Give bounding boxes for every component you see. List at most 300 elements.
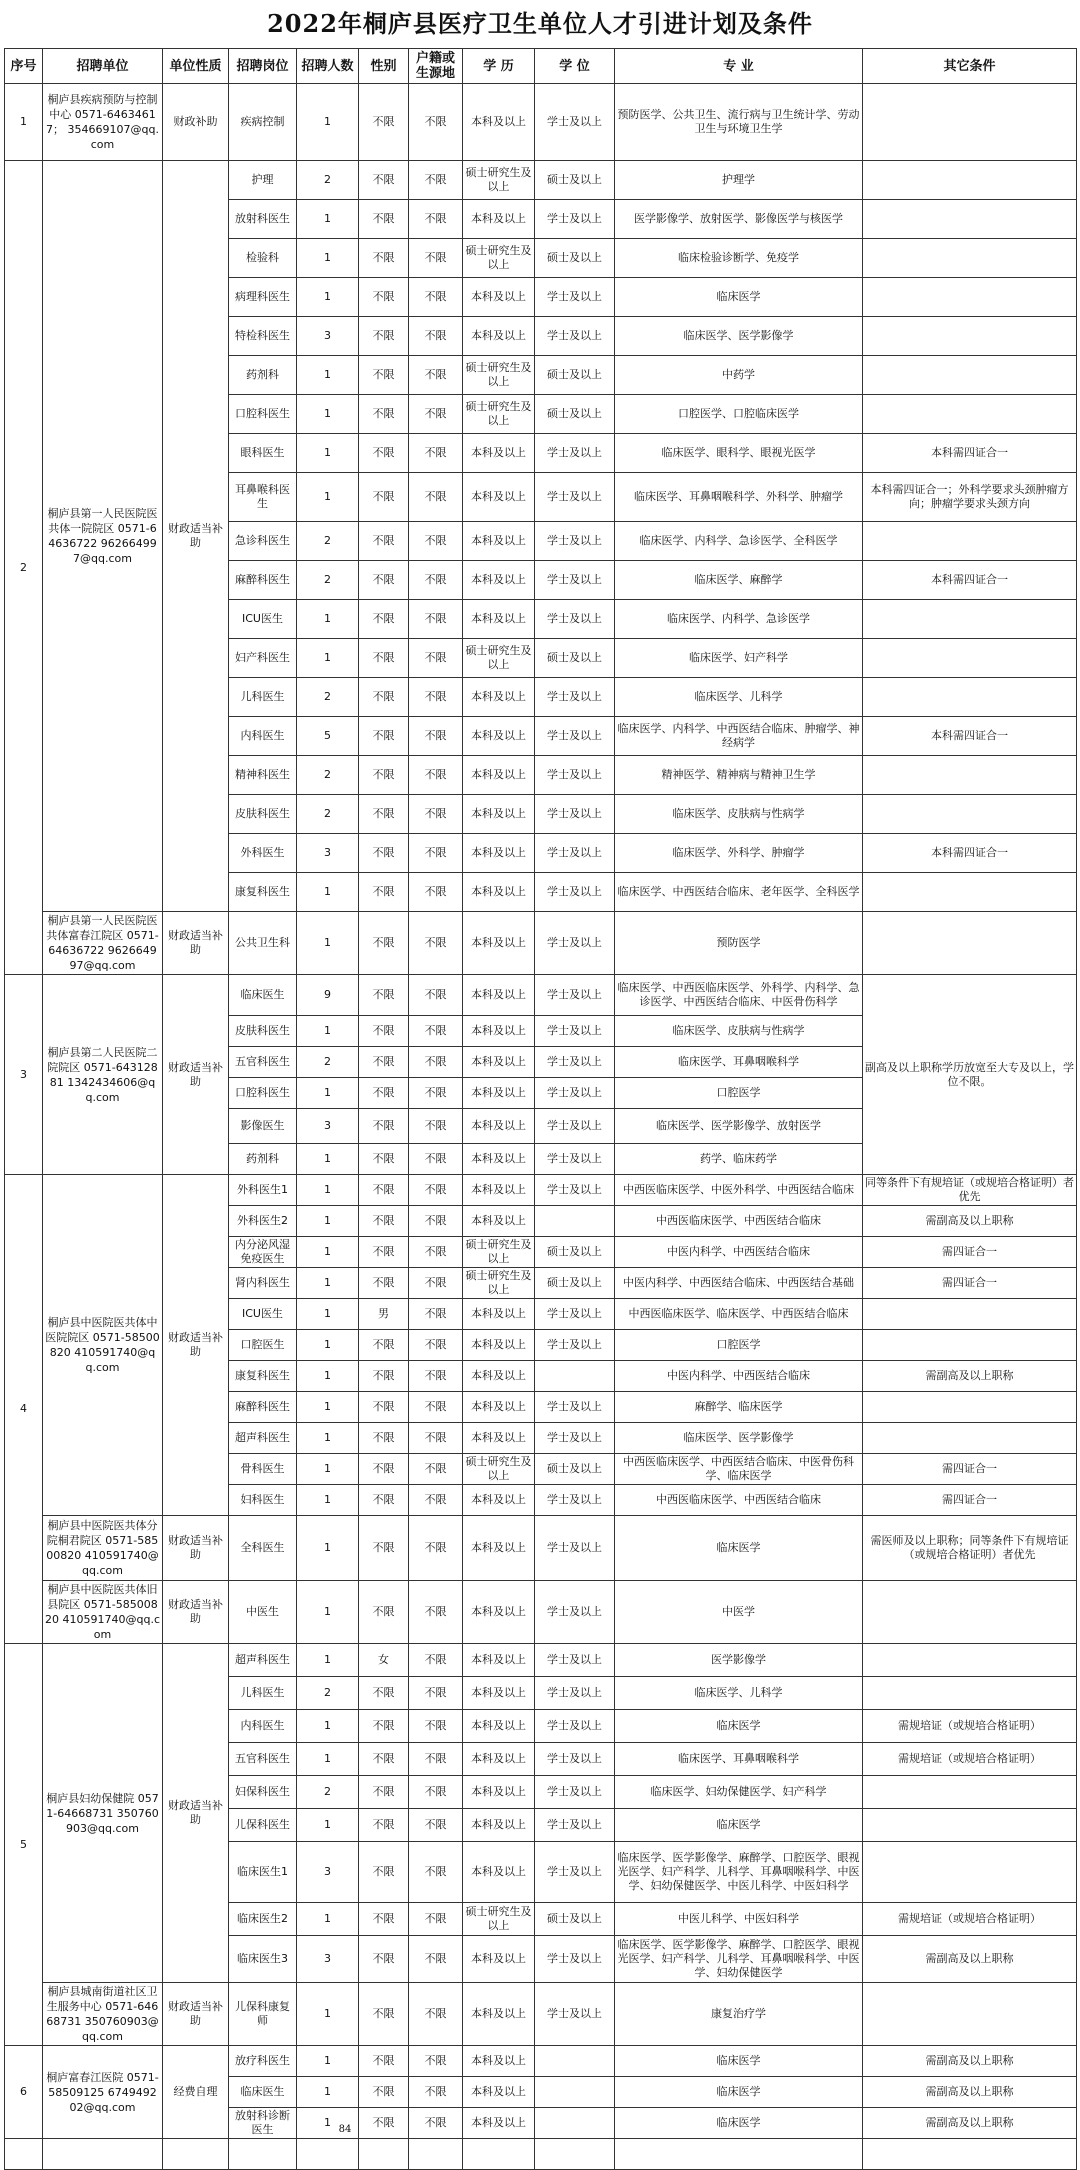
major-cell: 临床医学、中西医临床医学、外科学、内科学、急诊医学、中西医结合临床、中医骨伤科学	[615, 975, 863, 1016]
education-cell: 本科及以上	[463, 600, 535, 639]
nature-cell: 财政适当补助	[163, 1581, 229, 1644]
unit-cell: 桐庐县第一人民医院医共体一院院区 0571-64636722 962664997@qq.com	[43, 161, 163, 912]
education-cell: 本科及以上	[463, 1423, 535, 1454]
count-cell: 1	[297, 1644, 359, 1677]
count-cell: 1	[297, 1144, 359, 1175]
other-conditions-cell	[863, 639, 1077, 678]
unit-cell: 桐庐县中医院医共体中医院院区 0571-58500820 410591740@qq.com	[43, 1175, 163, 1516]
unit-cell: 桐庐县第二人民医院二院院区 0571-64312881 1342434606@qq.com	[43, 975, 163, 1175]
hukou-cell: 不限	[409, 2077, 463, 2108]
gender-cell: 不限	[359, 1983, 409, 2046]
count-cell: 1	[297, 1016, 359, 1047]
nature-cell: 财政适当补助	[163, 1516, 229, 1581]
other-conditions-cell: 本科需四证合一	[863, 717, 1077, 756]
gender-cell: 不限	[359, 161, 409, 200]
header-row	[5, 49, 1077, 84]
count-cell: 1	[297, 600, 359, 639]
major-cell: 医学影像学、放射医学、影像医学与核医学	[615, 200, 863, 239]
gender-cell: 不限	[359, 1078, 409, 1109]
education-cell: 本科及以上	[463, 522, 535, 561]
hukou-cell: 不限	[409, 1743, 463, 1776]
count-cell: 2	[297, 561, 359, 600]
hukou-cell: 不限	[409, 600, 463, 639]
education-cell: 硕士研究生及以上	[463, 1903, 535, 1936]
header-cell: 单位性质	[163, 49, 229, 84]
degree-cell: 学士及以上	[535, 795, 615, 834]
count-cell: 1	[297, 1485, 359, 1516]
other-conditions-cell: 需规培证（或规培合格证明）	[863, 1710, 1077, 1743]
education-cell: 硕士研究生及以上	[463, 161, 535, 200]
seq-cell: 1	[5, 84, 43, 161]
gender-cell: 不限	[359, 1423, 409, 1454]
education-cell: 硕士研究生及以上	[463, 1454, 535, 1485]
nature-cell: 财政适当补助	[163, 912, 229, 975]
education-cell: 本科及以上	[463, 678, 535, 717]
hukou-cell: 不限	[409, 912, 463, 975]
hukou-cell: 不限	[409, 1361, 463, 1392]
education-cell: 本科及以上	[463, 1078, 535, 1109]
seq-cell: 6	[5, 2046, 43, 2139]
hukou-cell: 不限	[409, 1936, 463, 1983]
hukou-cell: 不限	[409, 1299, 463, 1330]
other-conditions-cell	[863, 873, 1077, 912]
degree-cell: 学士及以上	[535, 1581, 615, 1644]
count-cell: 3	[297, 1109, 359, 1144]
other-conditions-cell: 需副高及以上职称	[863, 2046, 1077, 2077]
count-cell: 1	[297, 1175, 359, 1206]
major-cell: 中西医临床医学、中西医结合临床	[615, 1485, 863, 1516]
count-cell: 1	[297, 1903, 359, 1936]
table-row	[5, 161, 1077, 200]
hukou-cell: 不限	[409, 1903, 463, 1936]
gender-cell: 不限	[359, 873, 409, 912]
gender-cell: 不限	[359, 1936, 409, 1983]
other-conditions-cell	[863, 1677, 1077, 1710]
education-cell: 本科及以上	[463, 1743, 535, 1776]
unit-cell: 桐庐县妇幼保健院 0571-64668731 350760903@qq.com	[43, 1644, 163, 1983]
nature-cell: 财政适当补助	[163, 975, 229, 1175]
education-cell: 硕士研究生及以上	[463, 639, 535, 678]
post-cell: 耳鼻喉科医生	[229, 473, 297, 522]
major-cell: 临床检验诊断学、免疫学	[615, 239, 863, 278]
other-conditions-cell: 本科需四证合一；外科学要求头颈肿瘤方向；肿瘤学要求头颈方向	[863, 473, 1077, 522]
count-cell: 1	[297, 1743, 359, 1776]
post-cell: ICU医生	[229, 600, 297, 639]
hukou-cell: 不限	[409, 1392, 463, 1423]
gender-cell: 不限	[359, 473, 409, 522]
gender-cell: 不限	[359, 278, 409, 317]
hukou-cell: 不限	[409, 1983, 463, 2046]
major-cell: 护理学	[615, 161, 863, 200]
blank-row	[5, 2139, 1077, 2170]
hukou-cell: 不限	[409, 1109, 463, 1144]
hukou-cell: 不限	[409, 522, 463, 561]
gender-cell: 不限	[359, 1903, 409, 1936]
major-cell: 临床医学、皮肤病与性病学	[615, 1016, 863, 1047]
gender-cell: 不限	[359, 434, 409, 473]
degree-cell: 学士及以上	[535, 1299, 615, 1330]
degree-cell: 硕士及以上	[535, 395, 615, 434]
major-cell: 临床医学	[615, 1516, 863, 1581]
education-cell: 本科及以上	[463, 1776, 535, 1809]
hukou-cell: 不限	[409, 161, 463, 200]
blank-cell	[615, 2139, 863, 2170]
major-cell: 临床医学、儿科学	[615, 678, 863, 717]
post-cell: 妇科医生	[229, 1485, 297, 1516]
degree-cell: 学士及以上	[535, 1936, 615, 1983]
education-cell: 硕士研究生及以上	[463, 356, 535, 395]
degree-cell: 学士及以上	[535, 678, 615, 717]
degree-cell: 学士及以上	[535, 1710, 615, 1743]
major-cell: 临床医学、医学影像学	[615, 1423, 863, 1454]
count-cell: 2	[297, 795, 359, 834]
count-cell: 3	[297, 317, 359, 356]
major-cell: 临床医学	[615, 1710, 863, 1743]
count-cell: 1	[297, 639, 359, 678]
degree-cell	[535, 1206, 615, 1237]
gender-cell: 不限	[359, 200, 409, 239]
count-cell: 1	[297, 1299, 359, 1330]
gender-cell: 不限	[359, 756, 409, 795]
hukou-cell: 不限	[409, 1581, 463, 1644]
education-cell: 本科及以上	[463, 1644, 535, 1677]
other-conditions-cell: 需规培证（或规培合格证明）	[863, 1743, 1077, 1776]
page-number: 84	[338, 2124, 352, 2135]
blank-cell	[359, 2139, 409, 2170]
other-conditions-cell	[863, 1299, 1077, 1330]
post-cell: 药剂科	[229, 1144, 297, 1175]
major-cell: 临床医学、内科学、急诊医学	[615, 600, 863, 639]
post-cell: 超声科医生	[229, 1644, 297, 1677]
blank-cell	[297, 2139, 359, 2170]
major-cell: 临床医学、妇产科学	[615, 639, 863, 678]
education-cell: 本科及以上	[463, 2077, 535, 2108]
count-cell: 3	[297, 1936, 359, 1983]
post-cell: 超声科医生	[229, 1423, 297, 1454]
post-cell: 骨科医生	[229, 1454, 297, 1485]
header-cell: 学 历	[463, 49, 535, 84]
gender-cell: 不限	[359, 1206, 409, 1237]
education-cell: 本科及以上	[463, 1516, 535, 1581]
table-row	[5, 912, 1077, 975]
gender-cell: 不限	[359, 1392, 409, 1423]
degree-cell: 学士及以上	[535, 561, 615, 600]
count-cell: 1	[297, 239, 359, 278]
post-cell: 内科医生	[229, 1710, 297, 1743]
education-cell: 本科及以上	[463, 1175, 535, 1206]
count-cell: 1	[297, 434, 359, 473]
major-cell: 中西医临床医学、中西医结合临床	[615, 1206, 863, 1237]
major-cell: 中医内科学、中西医结合临床	[615, 1237, 863, 1268]
hukou-cell: 不限	[409, 561, 463, 600]
major-cell: 临床医学	[615, 2077, 863, 2108]
major-cell: 康复治疗学	[615, 1983, 863, 2046]
education-cell: 本科及以上	[463, 1710, 535, 1743]
major-cell: 临床医学、医学影像学、麻醉学、口腔医学、眼视光医学、妇产科学、儿科学、耳鼻咽喉科学、中医学、妇幼保健医学、中医儿科学、中医妇科学	[615, 1842, 863, 1903]
education-cell: 本科及以上	[463, 1809, 535, 1842]
hukou-cell: 不限	[409, 1485, 463, 1516]
major-cell: 临床医学、皮肤病与性病学	[615, 795, 863, 834]
post-cell: 五官科医生	[229, 1047, 297, 1078]
gender-cell: 不限	[359, 356, 409, 395]
hukou-cell: 不限	[409, 1842, 463, 1903]
count-cell: 1	[297, 2108, 359, 2139]
degree-cell: 学士及以上	[535, 975, 615, 1016]
major-cell: 临床医学、耳鼻咽喉科学	[615, 1047, 863, 1078]
degree-cell: 学士及以上	[535, 1175, 615, 1206]
degree-cell	[535, 1361, 615, 1392]
count-cell: 1	[297, 873, 359, 912]
hukou-cell: 不限	[409, 756, 463, 795]
post-cell: 急诊科医生	[229, 522, 297, 561]
education-cell: 本科及以上	[463, 1047, 535, 1078]
other-conditions-cell	[863, 1330, 1077, 1361]
gender-cell: 不限	[359, 600, 409, 639]
degree-cell: 硕士及以上	[535, 239, 615, 278]
education-cell: 本科及以上	[463, 1392, 535, 1423]
count-cell: 1	[297, 1361, 359, 1392]
header-cell: 户籍或生源地	[409, 49, 463, 84]
count-cell: 5	[297, 717, 359, 756]
header-cell: 招聘人数	[297, 49, 359, 84]
gender-cell: 不限	[359, 1454, 409, 1485]
major-cell: 中医学	[615, 1581, 863, 1644]
other-conditions-cell	[863, 756, 1077, 795]
gender-cell: 不限	[359, 1175, 409, 1206]
degree-cell: 学士及以上	[535, 873, 615, 912]
major-cell: 中医内科学、中西医结合临床	[615, 1361, 863, 1392]
gender-cell: 女	[359, 1644, 409, 1677]
education-cell: 本科及以上	[463, 717, 535, 756]
gender-cell: 不限	[359, 1809, 409, 1842]
post-cell: 放疗科医生	[229, 2046, 297, 2077]
other-conditions-cell	[863, 1423, 1077, 1454]
major-cell: 临床医学	[615, 2108, 863, 2139]
hukou-cell: 不限	[409, 639, 463, 678]
other-conditions-cell: 需四证合一	[863, 1237, 1077, 1268]
unit-cell: 桐庐县中医院医共体旧县院区 0571-58500820 410591740@qq.com	[43, 1581, 163, 1644]
hukou-cell: 不限	[409, 873, 463, 912]
count-cell: 2	[297, 1776, 359, 1809]
degree-cell: 学士及以上	[535, 278, 615, 317]
major-cell: 临床医学、妇幼保健医学、妇产科学	[615, 1776, 863, 1809]
gender-cell: 不限	[359, 1109, 409, 1144]
degree-cell: 学士及以上	[535, 1809, 615, 1842]
table-body	[5, 84, 1077, 2170]
hukou-cell: 不限	[409, 278, 463, 317]
hukou-cell: 不限	[409, 1237, 463, 1268]
other-conditions-cell	[863, 912, 1077, 975]
gender-cell: 不限	[359, 1581, 409, 1644]
education-cell: 硕士研究生及以上	[463, 395, 535, 434]
degree-cell: 学士及以上	[535, 1047, 615, 1078]
education-cell: 本科及以上	[463, 561, 535, 600]
hukou-cell: 不限	[409, 834, 463, 873]
gender-cell: 不限	[359, 639, 409, 678]
recruitment-table	[4, 48, 1077, 2170]
table-row	[5, 1983, 1077, 2046]
education-cell: 本科及以上	[463, 1677, 535, 1710]
education-cell: 硕士研究生及以上	[463, 1268, 535, 1299]
hukou-cell: 不限	[409, 200, 463, 239]
post-cell: 精神科医生	[229, 756, 297, 795]
gender-cell: 不限	[359, 522, 409, 561]
hukou-cell: 不限	[409, 1809, 463, 1842]
major-cell: 临床医学、外科学、肿瘤学	[615, 834, 863, 873]
other-conditions-cell	[863, 1581, 1077, 1644]
degree-cell: 学士及以上	[535, 912, 615, 975]
count-cell: 1	[297, 1423, 359, 1454]
post-cell: 儿科医生	[229, 1677, 297, 1710]
education-cell: 本科及以上	[463, 1206, 535, 1237]
count-cell: 1	[297, 1983, 359, 2046]
education-cell: 本科及以上	[463, 200, 535, 239]
other-conditions-cell: 本科需四证合一	[863, 434, 1077, 473]
seq-cell: 3	[5, 975, 43, 1175]
degree-cell: 学士及以上	[535, 1516, 615, 1581]
hukou-cell: 不限	[409, 795, 463, 834]
degree-cell: 学士及以上	[535, 600, 615, 639]
hukou-cell: 不限	[409, 1516, 463, 1581]
other-conditions-cell	[863, 1392, 1077, 1423]
document-title: 2022年桐庐县医疗卫生单位人才引进计划及条件	[267, 9, 813, 38]
nature-cell: 财政补助	[163, 84, 229, 161]
major-cell: 临床医学、麻醉学	[615, 561, 863, 600]
gender-cell: 不限	[359, 2046, 409, 2077]
major-cell: 临床医学、内科学、急诊医学、全科医学	[615, 522, 863, 561]
other-conditions-cell	[863, 1983, 1077, 2046]
post-cell: 药剂科	[229, 356, 297, 395]
post-cell: 临床医生	[229, 975, 297, 1016]
count-cell: 1	[297, 356, 359, 395]
post-cell: 特检科医生	[229, 317, 297, 356]
count-cell: 1	[297, 1206, 359, 1237]
other-conditions-cell: 需副高及以上职称	[863, 2077, 1077, 2108]
hukou-cell: 不限	[409, 1776, 463, 1809]
nature-cell: 财政适当补助	[163, 1644, 229, 1983]
header-cell: 学 位	[535, 49, 615, 84]
degree-cell: 学士及以上	[535, 473, 615, 522]
table-row	[5, 1644, 1077, 1677]
education-cell: 硕士研究生及以上	[463, 1237, 535, 1268]
major-cell: 中西医临床医学、临床医学、中西医结合临床	[615, 1299, 863, 1330]
unit-cell: 桐庐县疾病预防与控制中心 0571-64634617； 354669107@qq.com	[43, 84, 163, 161]
education-cell: 本科及以上	[463, 1299, 535, 1330]
hukou-cell: 不限	[409, 2046, 463, 2077]
count-cell: 1	[297, 200, 359, 239]
other-conditions-cell: 需副高及以上职称	[863, 1206, 1077, 1237]
hukou-cell: 不限	[409, 84, 463, 161]
post-cell: 康复科医生	[229, 873, 297, 912]
hukou-cell: 不限	[409, 473, 463, 522]
degree-cell: 学士及以上	[535, 1078, 615, 1109]
other-conditions-cell	[863, 1776, 1077, 1809]
other-conditions-cell	[863, 522, 1077, 561]
education-cell: 本科及以上	[463, 1485, 535, 1516]
hukou-cell: 不限	[409, 678, 463, 717]
major-cell: 临床医学、眼科学、眼视光医学	[615, 434, 863, 473]
count-cell: 1	[297, 1710, 359, 1743]
post-cell: 外科医生	[229, 834, 297, 873]
post-cell: 中医生	[229, 1581, 297, 1644]
other-conditions-cell: 本科需四证合一	[863, 561, 1077, 600]
count-cell: 2	[297, 161, 359, 200]
other-conditions-cell: 需副高及以上职称	[863, 1936, 1077, 1983]
gender-cell: 不限	[359, 561, 409, 600]
gender-cell: 不限	[359, 2108, 409, 2139]
degree-cell: 硕士及以上	[535, 1237, 615, 1268]
degree-cell: 学士及以上	[535, 1776, 615, 1809]
count-cell: 1	[297, 1330, 359, 1361]
post-cell: 护理	[229, 161, 297, 200]
post-cell: 皮肤科医生	[229, 1016, 297, 1047]
blank-cell	[5, 2139, 43, 2170]
major-cell: 医学影像学	[615, 1644, 863, 1677]
education-cell: 本科及以上	[463, 975, 535, 1016]
major-cell: 精神医学、精神病与精神卫生学	[615, 756, 863, 795]
degree-cell: 学士及以上	[535, 522, 615, 561]
table-row	[5, 975, 1077, 1016]
hukou-cell: 不限	[409, 1454, 463, 1485]
count-cell: 1	[297, 1237, 359, 1268]
count-cell: 3	[297, 1842, 359, 1903]
post-cell: 儿保科康复师	[229, 1983, 297, 2046]
gender-cell: 不限	[359, 1237, 409, 1268]
count-cell: 1	[297, 1581, 359, 1644]
degree-cell: 硕士及以上	[535, 161, 615, 200]
unit-cell: 桐庐富春江医院 0571-58509125 674949202@qq.com	[43, 2046, 163, 2139]
count-cell: 1	[297, 1809, 359, 1842]
count-cell: 2	[297, 678, 359, 717]
post-cell: 外科医生1	[229, 1175, 297, 1206]
hukou-cell: 不限	[409, 1330, 463, 1361]
education-cell: 本科及以上	[463, 1016, 535, 1047]
gender-cell: 不限	[359, 717, 409, 756]
gender-cell: 不限	[359, 1776, 409, 1809]
post-cell: 放射科医生	[229, 200, 297, 239]
other-conditions-cell	[863, 278, 1077, 317]
degree-cell	[535, 2077, 615, 2108]
table-row	[5, 1581, 1077, 1644]
gender-cell: 不限	[359, 84, 409, 161]
other-conditions-cell: 需副高及以上职称	[863, 1361, 1077, 1392]
gender-cell: 不限	[359, 1047, 409, 1078]
education-cell: 本科及以上	[463, 912, 535, 975]
gender-cell: 不限	[359, 1016, 409, 1047]
unit-cell: 桐庐县城南街道社区卫生服务中心 0571-64668731 350760903@qq.com	[43, 1983, 163, 2046]
gender-cell: 不限	[359, 1144, 409, 1175]
education-cell: 本科及以上	[463, 1983, 535, 2046]
hukou-cell: 不限	[409, 434, 463, 473]
education-cell: 本科及以上	[463, 1842, 535, 1903]
major-cell: 中医儿科学、中医妇科学	[615, 1903, 863, 1936]
degree-cell: 学士及以上	[535, 1842, 615, 1903]
blank-cell	[535, 2139, 615, 2170]
unit-cell: 桐庐县中医院医共体分院桐君院区 0571-58500820 410591740@qq.com	[43, 1516, 163, 1581]
education-cell: 本科及以上	[463, 84, 535, 161]
blank-cell	[229, 2139, 297, 2170]
major-cell: 临床医学	[615, 1809, 863, 1842]
degree-cell	[535, 2046, 615, 2077]
major-cell: 临床医学	[615, 278, 863, 317]
major-cell: 临床医学、儿科学	[615, 1677, 863, 1710]
header-cell: 序号	[5, 49, 43, 84]
other-conditions-cell	[863, 678, 1077, 717]
header-cell: 其它条件	[863, 49, 1077, 84]
education-cell: 本科及以上	[463, 1109, 535, 1144]
hukou-cell: 不限	[409, 717, 463, 756]
count-cell: 1	[297, 2077, 359, 2108]
